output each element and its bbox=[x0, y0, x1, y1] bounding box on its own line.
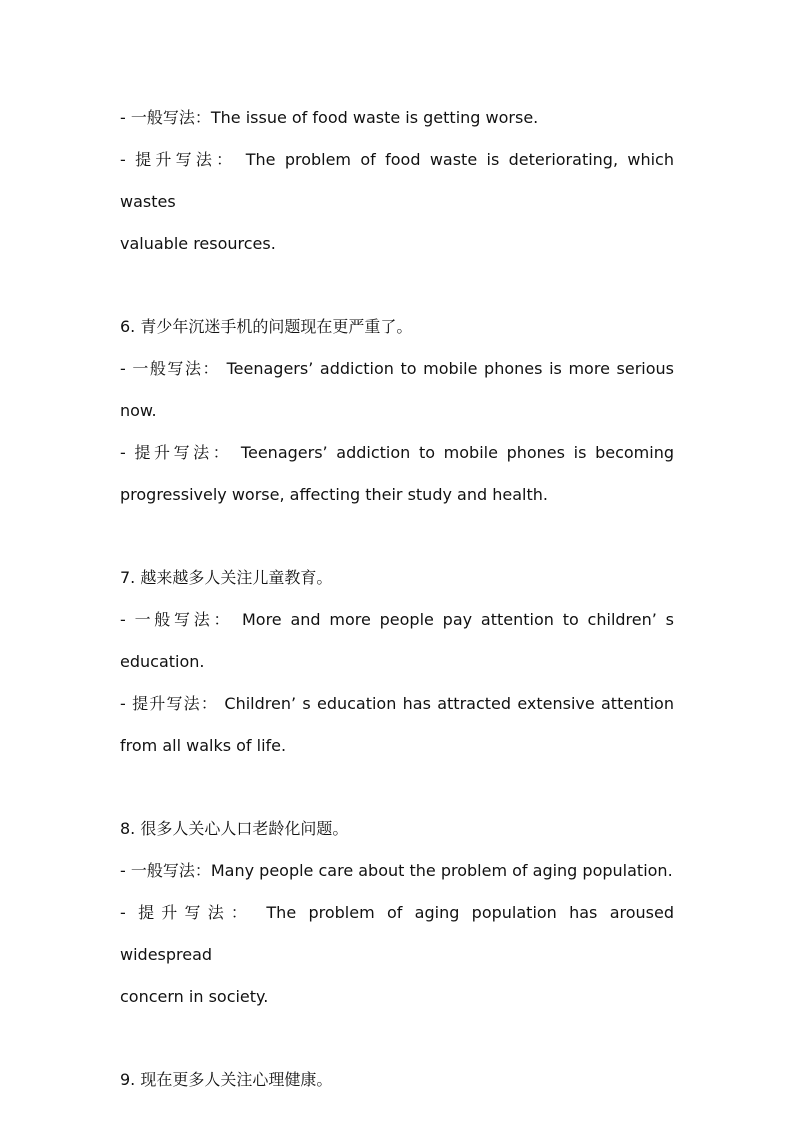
section-gap bbox=[120, 516, 674, 557]
item-6-improved-writing: - 提升写法： Teenagers’ addiction to mobile phones is becoming bbox=[120, 443, 674, 462]
item-8-general-writing: - 一般写法：Many people care about the problem of aging population. bbox=[120, 861, 673, 880]
section-gap bbox=[120, 767, 674, 808]
general-writing-line: - 一般写法：The issue of food waste is getting worse. bbox=[120, 108, 539, 127]
section-gap bbox=[120, 265, 674, 306]
improved-writing-line: - 提升写法： The problem of food waste is deteriorating, which wastes bbox=[120, 150, 674, 211]
item-7-improved-continuation: from all walks of life. bbox=[120, 736, 287, 755]
item-6-improved-continuation: progressively worse, affecting their study and health. bbox=[120, 485, 548, 504]
item-8-improved-writing: - 提升写法： The problem of aging population has aroused widespread bbox=[120, 903, 674, 964]
item-8-heading: 8. 很多人关心人口老龄化问题。 bbox=[120, 819, 349, 838]
item-7-general-continuation: education. bbox=[120, 652, 205, 671]
item-7-heading: 7. 越来越多人关注儿童教育。 bbox=[120, 568, 333, 587]
item-7-improved-writing: - 提升写法： Children’ s education has attracted extensive attention bbox=[120, 694, 674, 713]
section-gap bbox=[120, 1018, 674, 1059]
item-6-general-writing: - 一般写法： Teenagers’ addiction to mobile phones is more serious bbox=[120, 359, 674, 378]
item-6-heading: 6. 青少年沉迷手机的问题现在更严重了。 bbox=[120, 317, 413, 336]
item-7-general-writing: - 一般写法： More and more people pay attention to children’ s bbox=[120, 610, 674, 629]
improved-writing-continuation: valuable resources. bbox=[120, 234, 276, 253]
document-body bbox=[120, 97, 674, 1101]
item-8-improved-continuation: concern in society. bbox=[120, 987, 269, 1006]
item-6-general-continuation: now. bbox=[120, 401, 157, 420]
item-9-heading: 9. 现在更多人关注心理健康。 bbox=[120, 1070, 333, 1089]
